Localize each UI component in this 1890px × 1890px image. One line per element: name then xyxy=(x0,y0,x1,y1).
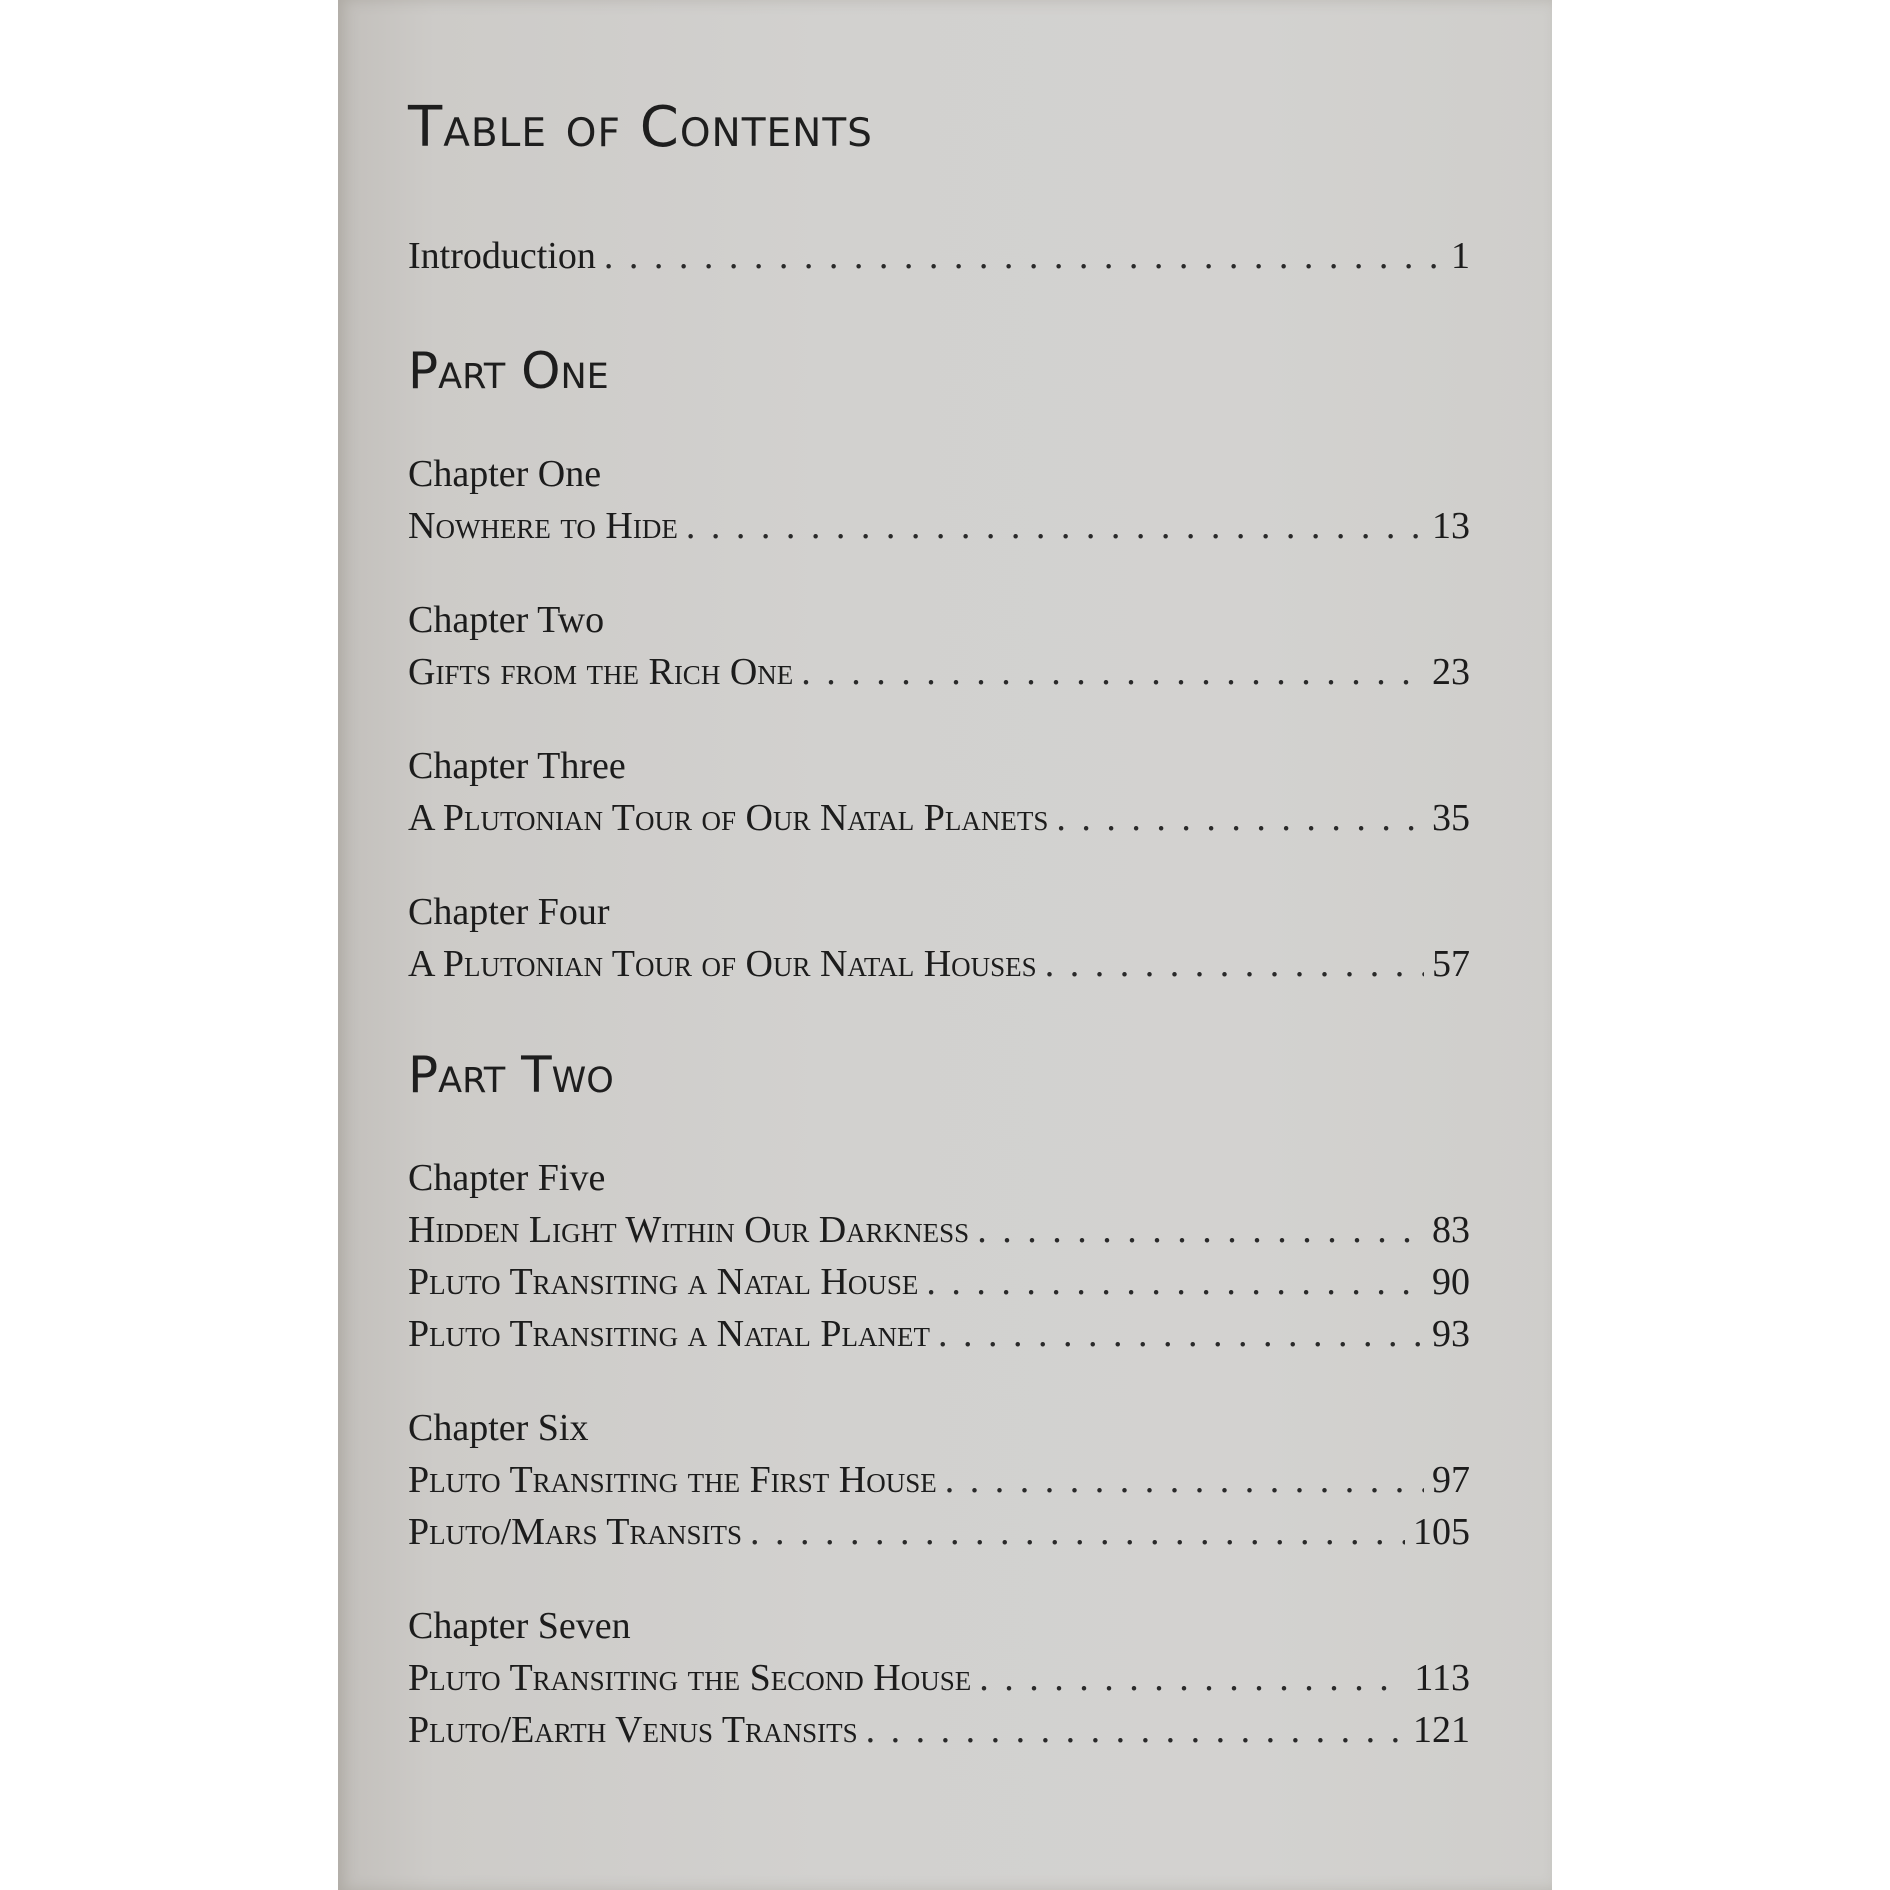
toc-page-number: 23 xyxy=(1432,651,1470,693)
chapter-label: Chapter Three xyxy=(408,745,626,787)
toc-page-number: 83 xyxy=(1432,1209,1470,1251)
toc-entry xyxy=(408,500,1470,552)
toc-page-number: 1 xyxy=(1451,235,1470,277)
toc-page-number: 105 xyxy=(1413,1511,1470,1553)
toc-entry xyxy=(408,1454,1470,1506)
chapter-three xyxy=(408,740,1470,844)
toc-entry xyxy=(408,792,1470,844)
toc-entry-title: A Plutonian Tour of Our Natal Planets xyxy=(408,797,1049,839)
toc-entry xyxy=(408,1204,1470,1256)
toc-entry-title: Pluto Transiting the Second House xyxy=(408,1657,972,1699)
chapter-label: Chapter Six xyxy=(408,1407,589,1449)
chapter-label: Chapter Four xyxy=(408,891,610,933)
chapter-one xyxy=(408,448,1470,552)
toc-entry-label: Introduction xyxy=(408,235,596,277)
part-title: Part One xyxy=(408,342,609,400)
dot-leader xyxy=(801,646,1424,698)
toc-entry xyxy=(408,1506,1470,1558)
dot-leader xyxy=(750,1506,1405,1558)
book-page xyxy=(338,0,1552,1890)
chapter-label: Chapter Seven xyxy=(408,1605,631,1647)
dot-leader xyxy=(977,1204,1424,1256)
page-title: Table of Contents xyxy=(408,95,873,160)
dot-leader xyxy=(979,1652,1406,1704)
chapter-two xyxy=(408,594,1470,698)
toc-entry-title: Pluto/Earth Venus Transits xyxy=(408,1709,858,1751)
toc-page-number: 57 xyxy=(1432,943,1470,985)
toc-entry-title: Pluto Transiting the First House xyxy=(408,1459,937,1501)
toc-page-number: 90 xyxy=(1432,1261,1470,1303)
toc-entry xyxy=(408,1308,1470,1360)
toc-entry xyxy=(408,1652,1470,1704)
toc-entry-title: Pluto/Mars Transits xyxy=(408,1511,743,1553)
chapter-five xyxy=(408,1152,1470,1360)
dot-leader xyxy=(1045,938,1424,990)
toc-page-number: 97 xyxy=(1432,1459,1470,1501)
toc-page-number: 13 xyxy=(1432,505,1470,547)
dot-leader xyxy=(926,1256,1424,1308)
chapter-four xyxy=(408,886,1470,990)
dot-leader xyxy=(604,230,1443,282)
toc-page-number: 113 xyxy=(1414,1657,1470,1699)
toc-entry-title: Pluto Transiting a Natal Planet xyxy=(408,1313,931,1355)
toc-entry xyxy=(408,1704,1470,1756)
toc-entry-title: Nowhere to Hide xyxy=(408,505,678,547)
chapter-seven xyxy=(408,1600,1470,1756)
dot-leader xyxy=(866,1704,1405,1756)
part-title: Part Two xyxy=(408,1046,614,1104)
toc-page-number: 35 xyxy=(1432,797,1470,839)
toc-entry-title: Pluto Transiting a Natal House xyxy=(408,1261,919,1303)
dot-leader xyxy=(945,1454,1424,1506)
dot-leader xyxy=(1056,792,1424,844)
dot-leader xyxy=(938,1308,1424,1360)
toc-page-number: 121 xyxy=(1413,1709,1470,1751)
dot-leader xyxy=(686,500,1424,552)
chapter-label: Chapter One xyxy=(408,453,602,495)
toc-entry-title: A Plutonian Tour of Our Natal Houses xyxy=(408,943,1037,985)
toc-entry-introduction xyxy=(408,230,1470,282)
chapter-six xyxy=(408,1402,1470,1558)
toc-page-number: 93 xyxy=(1432,1313,1470,1355)
chapter-label: Chapter Five xyxy=(408,1157,606,1199)
toc-entry xyxy=(408,938,1470,990)
toc-entry-title: Hidden Light Within Our Darkness xyxy=(408,1209,970,1251)
part-one xyxy=(408,342,1470,990)
toc-content xyxy=(408,95,1470,1756)
toc-entry xyxy=(408,1256,1470,1308)
toc-entry-title: Gifts from the Rich One xyxy=(408,651,794,693)
toc-entry xyxy=(408,646,1470,698)
chapter-label: Chapter Two xyxy=(408,599,605,641)
part-two xyxy=(408,1046,1470,1756)
